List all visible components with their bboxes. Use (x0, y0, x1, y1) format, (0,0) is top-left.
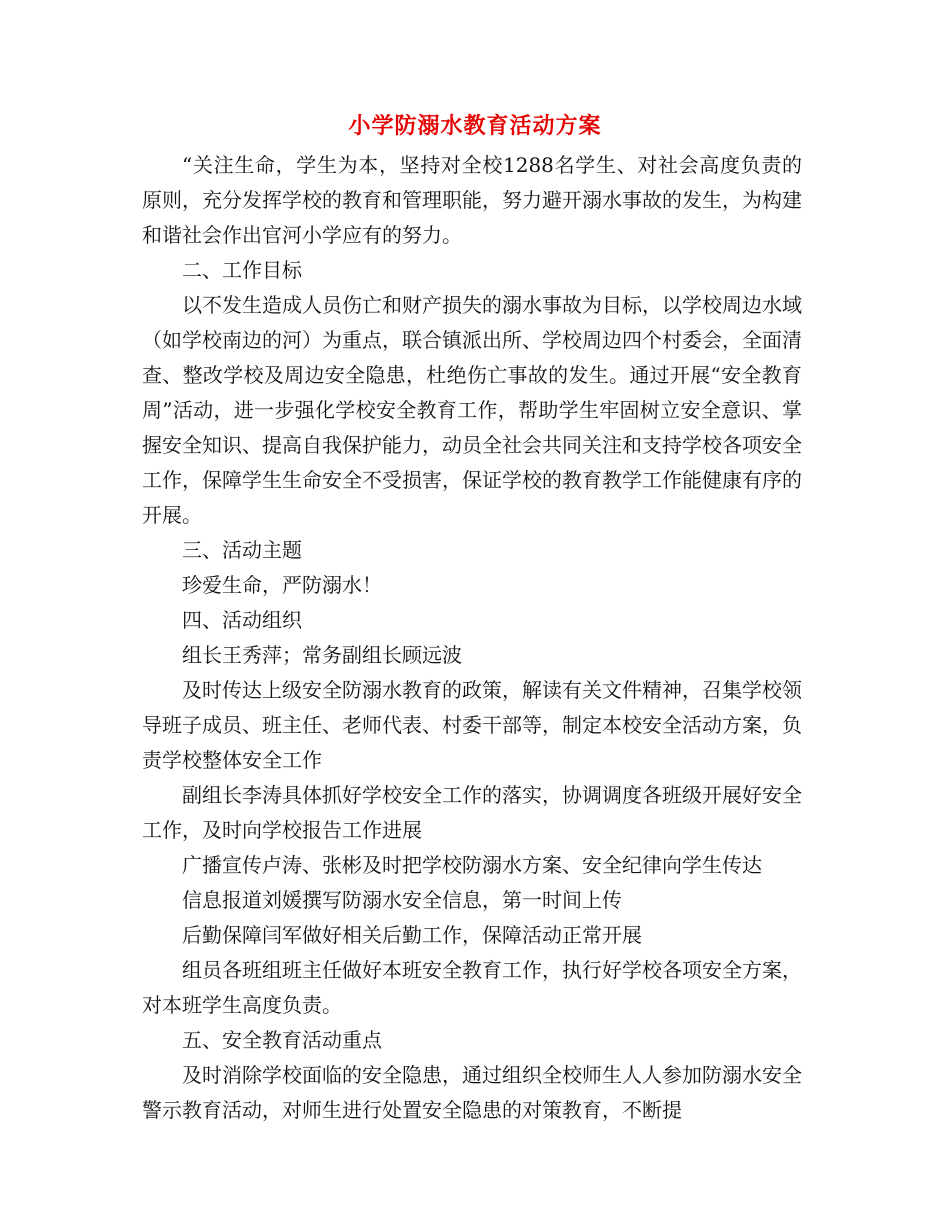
info-report-paragraph: 信息报道刘媛撰写防溺水安全信息，第一时间上传 (182, 888, 622, 912)
logistics-paragraph: 后勤保障闫军做好相关后勤工作，保障活动正常开展 (182, 923, 642, 947)
document-title: 小学防溺水教育活动方案 (348, 113, 602, 139)
work-goals-paragraph: 以不发生造成人员伤亡和财产损失的溺水事故为目标，以学校周边水域（如学校南边的河）为重点，联合镇派出所、学校周边四个村委会，全面清查、整改学校及周边安全隐患，杜绝伤亡事故的发生。通过开展“安全教育周”活动，进一步强化学校安全教育工作，帮助学生牢固树立安全意识、掌握安全知识、提高自我保护能力，动员全社会共同关注和支持学校各项安全工作，保障学生生命安全不受损害，保证学校的教育教学工作能健康有序的开展。 (142, 293, 802, 527)
organization-duties-paragraph: 及时传达上级安全防溺水教育的政策，解读有关文件精神，召集学校领导班子成员、班主任、老师代表、村委干部等，制定本校安全活动方案，负责学校整体安全工作 (142, 678, 802, 772)
intro-paragraph: “关注生命，学生为本，坚持对全校1288名学生、对社会高度负责的原则，充分发挥学校的教育和管理职能，努力避开溺水事故的发生，为构建和谐社会作出官河小学应有的努力。 (142, 153, 802, 247)
section-heading-education-focus: 五、安全教育活动重点 (182, 1028, 382, 1052)
activity-theme-paragraph: 珍爱生命，严防溺水！ (182, 573, 382, 597)
document-body (142, 148, 802, 1128)
broadcast-paragraph: 广播宣传卢涛、张彬及时把学校防溺水方案、安全纪律向学生传达 (182, 853, 762, 877)
members-paragraph: 组员各班组班主任做好本班安全教育工作，执行好学校各项安全方案，对本班学生高度负责。 (142, 958, 802, 1017)
organization-leaders-paragraph: 组长王秀萍；常务副组长顾远波 (182, 643, 462, 667)
section-heading-activity-theme: 三、活动主题 (182, 538, 302, 562)
section-heading-activity-organization: 四、活动组织 (182, 608, 302, 632)
education-focus-paragraph: 及时消除学校面临的安全隐患，通过组织全校师生人人参加防溺水安全警示教育活动，对师生进行处置安全隐患的对策教育，不断提 (142, 1063, 802, 1122)
deputy-leader-paragraph: 副组长李涛具体抓好学校安全工作的落实，协调调度各班级开展好安全工作，及时向学校报告工作进展 (142, 783, 802, 842)
section-heading-work-goals: 二、工作目标 (182, 258, 302, 282)
